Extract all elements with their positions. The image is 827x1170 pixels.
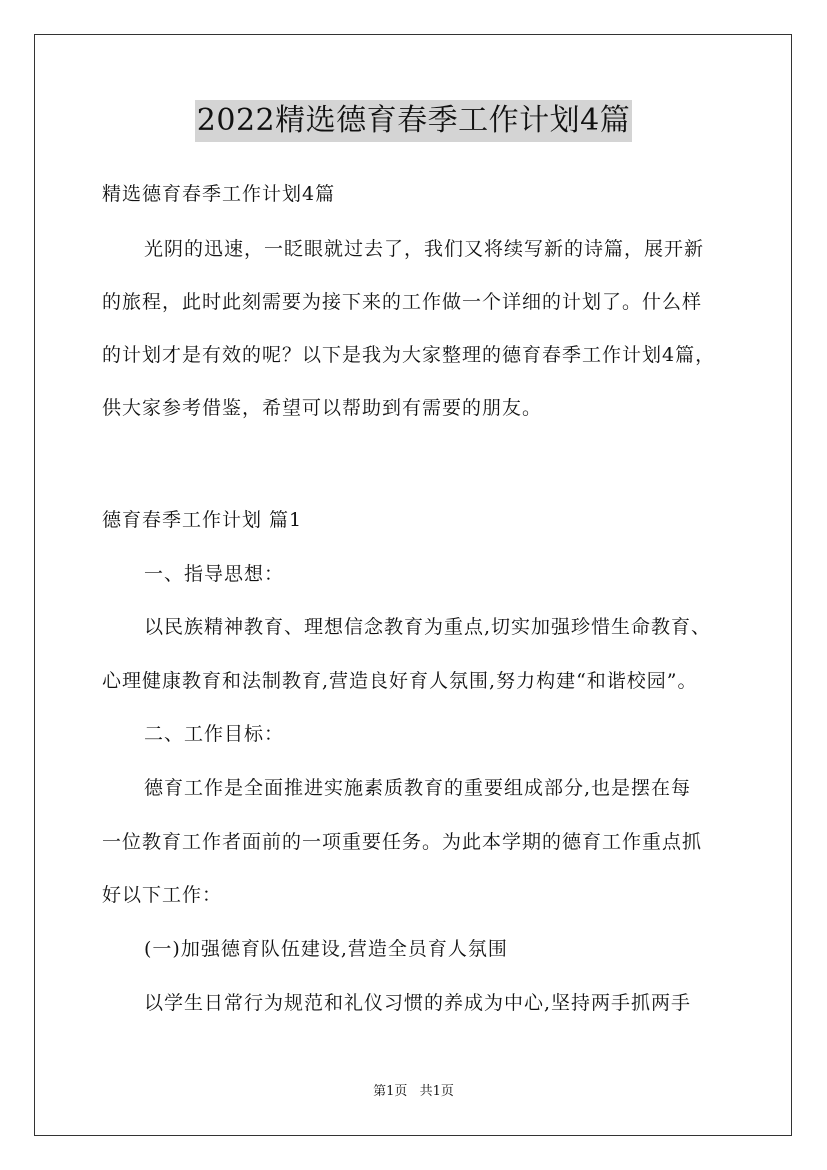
page-total: 共1页 xyxy=(419,1084,454,1099)
body-line-7: 好以下工作： xyxy=(102,884,223,906)
intro-line-3: 的计划才是有效的呢？以下是我为大家整理的德育春季工作计划4篇， xyxy=(102,344,716,366)
body-line-9: 以学生日常行为规范和礼仪习惯的养成为中心,坚持两手抓两手 xyxy=(144,992,692,1014)
intro-line-2: 的旅程，此时此刻需要为接下来的工作做一个详细的计划了。什么样 xyxy=(102,291,703,313)
intro-line-1: 光阴的迅速，一眨眼就过去了，我们又将续写新的诗篇，展开新 xyxy=(144,238,705,260)
document-title: 2022精选德育春季工作计划4篇 xyxy=(195,100,632,142)
body-line-2: 以民族精神教育、理想信念教育为重点,切实加强珍惜生命教育、 xyxy=(144,616,712,638)
page-number: 第1页 xyxy=(373,1084,408,1099)
document-subtitle: 精选德育春季工作计划4篇 xyxy=(102,183,336,205)
body-line-3: 心理健康教育和法制教育,营造良好育人氛围,努力构建“和谐校园”。 xyxy=(102,670,698,692)
section-heading: 德育春季工作计划 篇1 xyxy=(102,509,303,531)
body-line-8: (一)加强德育队伍建设,营造全员育人氛围 xyxy=(144,938,508,960)
page-footer xyxy=(0,1083,827,1101)
intro-line-4: 供大家参考借鉴，希望可以帮助到有需要的朋友。 xyxy=(102,397,543,419)
body-line-5: 德育工作是全面推进实施素质教育的重要组成部分,也是摆在每 xyxy=(144,777,692,799)
body-line-6: 一位教育工作者面前的一项重要任务。为此本学期的德育工作重点抓 xyxy=(102,831,703,853)
body-line-4: 二、工作目标： xyxy=(144,723,285,745)
body-line-1: 一、指导思想： xyxy=(144,563,285,585)
title-container xyxy=(0,100,827,142)
